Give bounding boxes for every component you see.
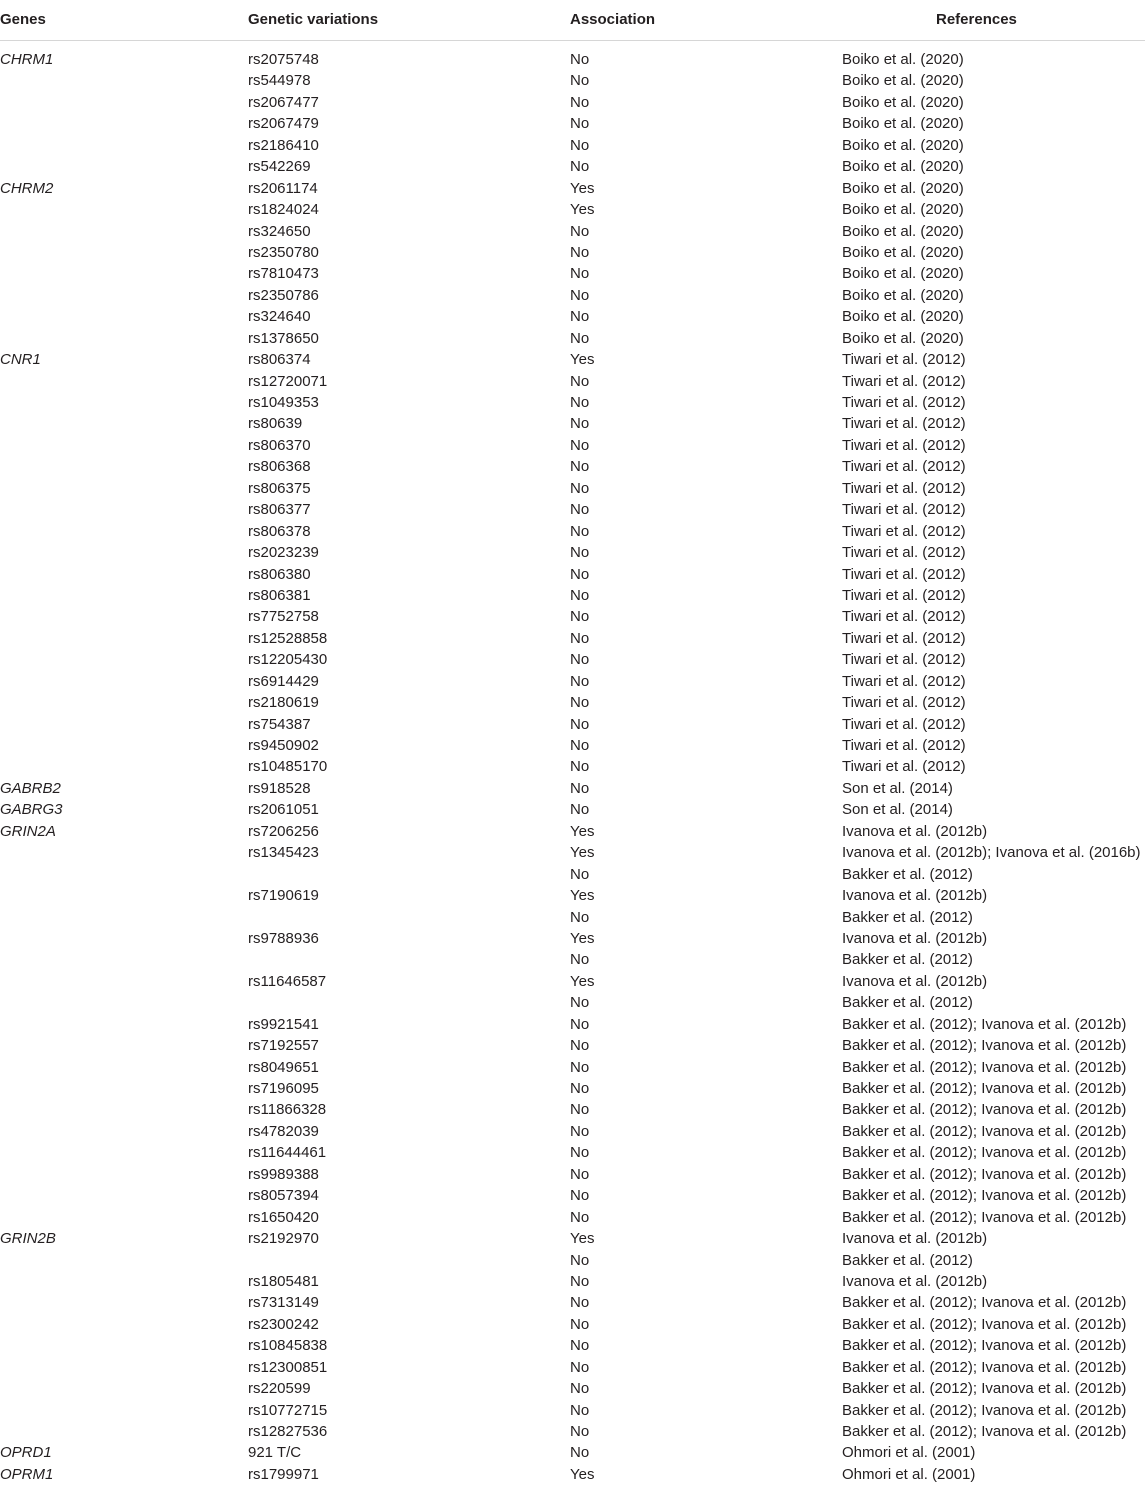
table-row [0,1292,1145,1313]
variation-cell: rs2192970 [248,1230,319,1248]
association-cell: No [570,1315,590,1333]
table-row [0,349,1145,370]
table-row [0,178,1145,199]
association-cell: No [570,1423,590,1440]
association-cell: No [570,329,590,347]
association-cell: Yes [570,972,595,990]
association-cell: No [570,51,590,68]
header-genes: Genes [0,11,46,28]
association-cell: No [570,1122,590,1140]
table-row [0,564,1145,585]
table-header [0,0,1145,41]
table-row [0,799,1145,820]
variation-cell: rs220599 [248,1380,311,1398]
table-row [0,221,1145,242]
table-row [0,521,1145,542]
table-row [0,735,1145,756]
reference-cell: Tiwari et al. (2012) [842,672,966,690]
variation-cell: rs9788936 [248,929,319,947]
table-row [0,1207,1145,1228]
table-row [0,1357,1145,1378]
association-cell: No [570,1358,590,1376]
association-cell: No [570,1272,590,1290]
table-row [0,778,1145,799]
association-cell: No [570,1380,590,1398]
variation-cell: rs806370 [248,436,311,454]
reference-cell: Boiko et al. (2020) [842,201,964,219]
table-row [0,135,1145,156]
gene-cell: GRIN2B [0,1230,56,1248]
association-cell: No [570,1080,590,1097]
reference-cell: Bakker et al. (2012); Ivanova et al. (2012b) [842,1101,1127,1119]
association-cell: Yes [570,887,595,905]
table-row [0,842,1145,863]
variation-cell: rs2067477 [248,93,319,111]
variation-cell: rs12827536 [248,1423,328,1440]
reference-cell: Bakker et al. (2012); Ivanova et al. (2012b) [842,1165,1127,1183]
reference-cell: Tiwari et al. (2012) [842,651,966,669]
variation-cell: rs7206256 [248,822,319,840]
table-row [0,1185,1145,1206]
reference-cell: Tiwari et al. (2012) [842,758,966,776]
gene-cell: CHRM2 [0,179,54,197]
reference-cell: Tiwari et al. (2012) [842,565,966,583]
association-cell: Yes [570,929,595,947]
table-body [0,49,1145,1485]
variation-cell: rs12205430 [248,651,328,669]
header-references: References [936,11,1017,28]
table-row [0,49,1145,70]
table-row [0,1378,1145,1399]
variation-cell: 921 T/C [248,1444,302,1462]
reference-cell: Tiwari et al. (2012) [842,629,966,647]
association-cell: Yes [570,822,595,840]
reference-cell: Son et al. (2014) [842,779,953,797]
table-row [0,1228,1145,1249]
variation-cell: rs9921541 [248,1015,319,1033]
association-cell: No [570,265,590,283]
reference-cell: Ivanova et al. (2012b) [842,1272,988,1290]
association-cell: No [570,994,590,1012]
variation-cell: rs806374 [248,351,311,369]
reference-cell: Boiko et al. (2020) [842,179,964,197]
reference-cell: Boiko et al. (2020) [842,265,964,283]
variation-cell: rs2350786 [248,286,319,304]
variation-cell: rs12720071 [248,372,328,390]
variation-cell: rs806375 [248,479,311,497]
reference-cell: Tiwari et al. (2012) [842,586,966,604]
association-cell: No [570,544,590,562]
table-row [0,885,1145,906]
association-cell: No [570,1444,590,1462]
association-cell: No [570,1401,590,1419]
table-row [0,70,1145,91]
reference-cell: Bakker et al. (2012) [842,1251,973,1269]
variation-cell: rs9450902 [248,737,319,754]
table-row [0,1314,1145,1335]
reference-cell: Boiko et al. (2020) [842,329,964,347]
variation-cell: rs8057394 [248,1187,319,1205]
table-row [0,928,1145,949]
variation-cell: rs1805481 [248,1272,319,1290]
reference-cell: Boiko et al. (2020) [842,115,964,133]
table-row [0,413,1145,434]
association-cell: No [570,951,590,969]
reference-cell: Ohmori et al. (2001) [842,1465,976,1483]
reference-cell: Bakker et al. (2012); Ivanova et al. (2012b) [842,1423,1127,1440]
variation-cell: rs542269 [248,158,311,176]
table-row [0,1464,1145,1485]
association-cell: No [570,522,590,540]
table-row [0,242,1145,263]
reference-cell: Tiwari et al. (2012) [842,694,966,712]
association-cell: No [570,1144,590,1162]
variation-cell: rs11644461 [248,1144,327,1162]
variation-cell: rs7192557 [248,1037,319,1055]
table-row [0,392,1145,413]
association-cell: No [570,415,590,433]
gene-cell: GRIN2A [0,822,56,840]
variation-cell: rs4782039 [248,1122,319,1140]
association-cell: No [570,1337,590,1355]
variation-cell: rs7190619 [248,887,319,905]
association-cell: No [570,394,590,411]
association-cell: No [570,779,590,797]
reference-cell: Ivanova et al. (2012b) [842,972,988,990]
table-row [0,1142,1145,1163]
table-row [0,1057,1145,1078]
table-row [0,328,1145,349]
reference-cell: Ivanova et al. (2012b) [842,1230,988,1248]
association-cell: No [570,1251,590,1269]
table-row [0,628,1145,649]
association-cell: Yes [570,1465,595,1483]
association-cell: No [570,158,590,176]
association-cell: No [570,758,590,776]
variation-cell: rs1650420 [248,1208,319,1226]
gene-cell: OPRD1 [0,1444,52,1462]
table-row [0,435,1145,456]
association-cell: No [570,222,590,240]
reference-cell: Tiwari et al. (2012) [842,715,966,733]
table-row [0,499,1145,520]
table-row [0,1421,1145,1442]
table-row [0,1164,1145,1185]
variation-cell: rs544978 [248,72,311,90]
association-cell: Yes [570,351,595,369]
association-cell: No [570,479,590,497]
table-row [0,714,1145,735]
reference-cell: Tiwari et al. (2012) [842,394,966,411]
table-row [0,1121,1145,1142]
variation-cell: rs806380 [248,565,311,583]
variation-cell: rs80639 [248,415,303,433]
variation-cell: rs806381 [248,586,311,604]
variation-cell: rs1799971 [248,1465,319,1483]
association-cell: No [570,1101,590,1119]
table-row [0,1078,1145,1099]
table-row [0,156,1145,177]
variation-cell: rs12300851 [248,1358,328,1376]
association-cell: No [570,1294,590,1312]
variation-cell: rs10845838 [248,1337,328,1355]
variation-cell: rs2350780 [248,243,319,261]
reference-cell: Bakker et al. (2012); Ivanova et al. (2012b) [842,1122,1127,1140]
variation-cell: rs7196095 [248,1080,319,1097]
header-association: Association [570,11,656,28]
variation-cell: rs10772715 [248,1401,328,1419]
variation-cell: rs2180619 [248,694,319,712]
table-row [0,949,1145,970]
reference-cell: Bakker et al. (2012); Ivanova et al. (2012b) [842,1058,1127,1076]
reference-cell: Bakker et al. (2012); Ivanova et al. (2012b) [842,1337,1127,1355]
reference-cell: Boiko et al. (2020) [842,243,964,261]
association-cell: No [570,372,590,390]
variation-cell: rs12528858 [248,629,328,647]
reference-cell: Tiwari et al. (2012) [842,436,966,454]
table-row [0,864,1145,885]
table-row [0,971,1145,992]
reference-cell: Tiwari et al. (2012) [842,737,966,754]
association-cell: No [570,672,590,690]
table-row [0,113,1145,134]
table-row [0,1400,1145,1421]
variation-cell: rs2061174 [248,179,318,197]
reference-cell: Bakker et al. (2012) [842,865,973,883]
reference-cell: Tiwari et al. (2012) [842,608,966,626]
table-row [0,92,1145,113]
reference-cell: Tiwari et al. (2012) [842,351,966,369]
table-row [0,756,1145,777]
association-cell: Yes [570,1230,595,1248]
reference-cell: Bakker et al. (2012); Ivanova et al. (2012b) [842,1294,1127,1312]
variation-cell: rs806377 [248,501,311,519]
association-cell: No [570,565,590,583]
header-genetic-variations: Genetic variations [248,11,379,28]
variation-cell: rs324640 [248,308,311,326]
table-row [0,478,1145,499]
reference-cell: Tiwari et al. (2012) [842,415,966,433]
variation-cell: rs2061051 [248,801,319,819]
table-row [0,992,1145,1013]
association-cell: No [570,1015,590,1033]
table-row [0,821,1145,842]
association-cell: No [570,458,590,476]
gene-cell: OPRM1 [0,1465,54,1483]
table-row [0,542,1145,563]
table-row [0,1271,1145,1292]
association-cell: No [570,308,590,326]
reference-cell: Ivanova et al. (2012b); Ivanova et al. (2016b) [842,844,1141,862]
reference-cell: Bakker et al. (2012); Ivanova et al. (2012b) [842,1187,1127,1205]
reference-cell: Boiko et al. (2020) [842,286,964,304]
variation-cell: rs7810473 [248,265,319,283]
table-row [0,1035,1145,1056]
reference-cell: Bakker et al. (2012) [842,951,973,969]
variation-cell: rs2075748 [248,51,319,68]
table-row [0,306,1145,327]
variation-cell: rs7313149 [248,1294,319,1312]
association-cell: No [570,1058,590,1076]
reference-cell: Bakker et al. (2012); Ivanova et al. (2012b) [842,1380,1127,1398]
reference-cell: Bakker et al. (2012); Ivanova et al. (2012b) [842,1037,1127,1055]
reference-cell: Bakker et al. (2012) [842,994,973,1012]
association-cell: No [570,1037,590,1055]
association-cell: No [570,586,590,604]
reference-cell: Ohmori et al. (2001) [842,1444,976,1462]
table-row [0,1250,1145,1271]
variation-cell: rs2186410 [248,136,319,154]
association-cell: No [570,136,590,154]
variation-cell: rs324650 [248,222,311,240]
variation-cell: rs806378 [248,522,311,540]
reference-cell: Ivanova et al. (2012b) [842,929,988,947]
gene-cell: CNR1 [0,351,41,369]
table-row [0,371,1145,392]
association-cell: Yes [570,201,595,219]
reference-cell: Boiko et al. (2020) [842,51,964,68]
reference-cell: Bakker et al. (2012); Ivanova et al. (2012b) [842,1315,1127,1333]
gene-cell: CHRM1 [0,51,54,68]
association-cell: No [570,629,590,647]
variation-cell: rs1049353 [248,394,319,411]
reference-cell: Ivanova et al. (2012b) [842,887,988,905]
reference-cell: Bakker et al. (2012); Ivanova et al. (2012b) [842,1144,1127,1162]
reference-cell: Son et al. (2014) [842,801,953,819]
reference-cell: Tiwari et al. (2012) [842,458,966,476]
variation-cell: rs10485170 [248,758,328,776]
variation-cell: rs754387 [248,715,311,733]
reference-cell: Boiko et al. (2020) [842,222,964,240]
table-row [0,649,1145,670]
variation-cell: rs1345423 [248,844,319,862]
reference-cell: Tiwari et al. (2012) [842,544,966,562]
reference-cell: Boiko et al. (2020) [842,72,964,90]
reference-cell: Boiko et al. (2020) [842,308,964,326]
variation-cell: rs1378650 [248,329,319,347]
variation-cell: rs7752758 [248,608,319,626]
association-cell: No [570,436,590,454]
reference-cell: Tiwari et al. (2012) [842,501,966,519]
association-cell: No [570,1187,590,1205]
association-cell: No [570,737,590,754]
table-row [0,671,1145,692]
table-row [0,1099,1145,1120]
table-row [0,1014,1145,1035]
variation-cell: rs806368 [248,458,311,476]
variation-cell: rs6914429 [248,672,319,690]
variation-cell: rs8049651 [248,1058,319,1076]
association-cell: Yes [570,179,595,197]
association-cell: No [570,865,590,883]
association-cell: Yes [570,844,595,862]
reference-cell: Bakker et al. (2012); Ivanova et al. (2012b) [842,1401,1127,1419]
association-cell: No [570,243,590,261]
reference-cell: Bakker et al. (2012); Ivanova et al. (2012b) [842,1080,1127,1097]
table-row [0,1442,1145,1463]
reference-cell: Ivanova et al. (2012b) [842,822,988,840]
association-cell: No [570,608,590,626]
association-cell: No [570,801,590,819]
table-row [0,263,1145,284]
association-cell: No [570,1208,590,1226]
variation-cell: rs11646587 [248,972,327,990]
reference-cell: Boiko et al. (2020) [842,158,964,176]
table-row [0,907,1145,928]
association-cell: No [570,286,590,304]
reference-cell: Bakker et al. (2012); Ivanova et al. (2012b) [842,1015,1127,1033]
association-cell: No [570,115,590,133]
reference-cell: Boiko et al. (2020) [842,136,964,154]
reference-cell: Bakker et al. (2012) [842,908,973,926]
association-cell: No [570,715,590,733]
association-cell: No [570,1165,590,1183]
table-row [0,456,1145,477]
variation-cell: rs11866328 [248,1101,327,1119]
association-cell: No [570,651,590,669]
association-cell: No [570,694,590,712]
reference-cell: Tiwari et al. (2012) [842,522,966,540]
table-row [0,199,1145,220]
variation-cell: rs2300242 [248,1315,319,1333]
association-cell: No [570,93,590,111]
reference-cell: Boiko et al. (2020) [842,93,964,111]
association-cell: No [570,72,590,90]
association-cell: No [570,908,590,926]
variation-cell: rs2067479 [248,115,319,133]
table-row [0,585,1145,606]
reference-cell: Tiwari et al. (2012) [842,479,966,497]
gene-cell: GABRB2 [0,779,61,797]
variation-cell: rs918528 [248,779,311,797]
variation-cell: rs9989388 [248,1165,319,1183]
table-row [0,606,1145,627]
table-row [0,692,1145,713]
reference-cell: Bakker et al. (2012); Ivanova et al. (2012b) [842,1208,1127,1226]
variation-cell: rs1824024 [248,201,319,219]
variation-cell: rs2023239 [248,544,319,562]
reference-cell: Tiwari et al. (2012) [842,372,966,390]
reference-cell: Bakker et al. (2012); Ivanova et al. (2012b) [842,1358,1127,1376]
gene-cell: GABRG3 [0,801,63,819]
association-cell: No [570,501,590,519]
table-row [0,285,1145,306]
table-row [0,1335,1145,1356]
